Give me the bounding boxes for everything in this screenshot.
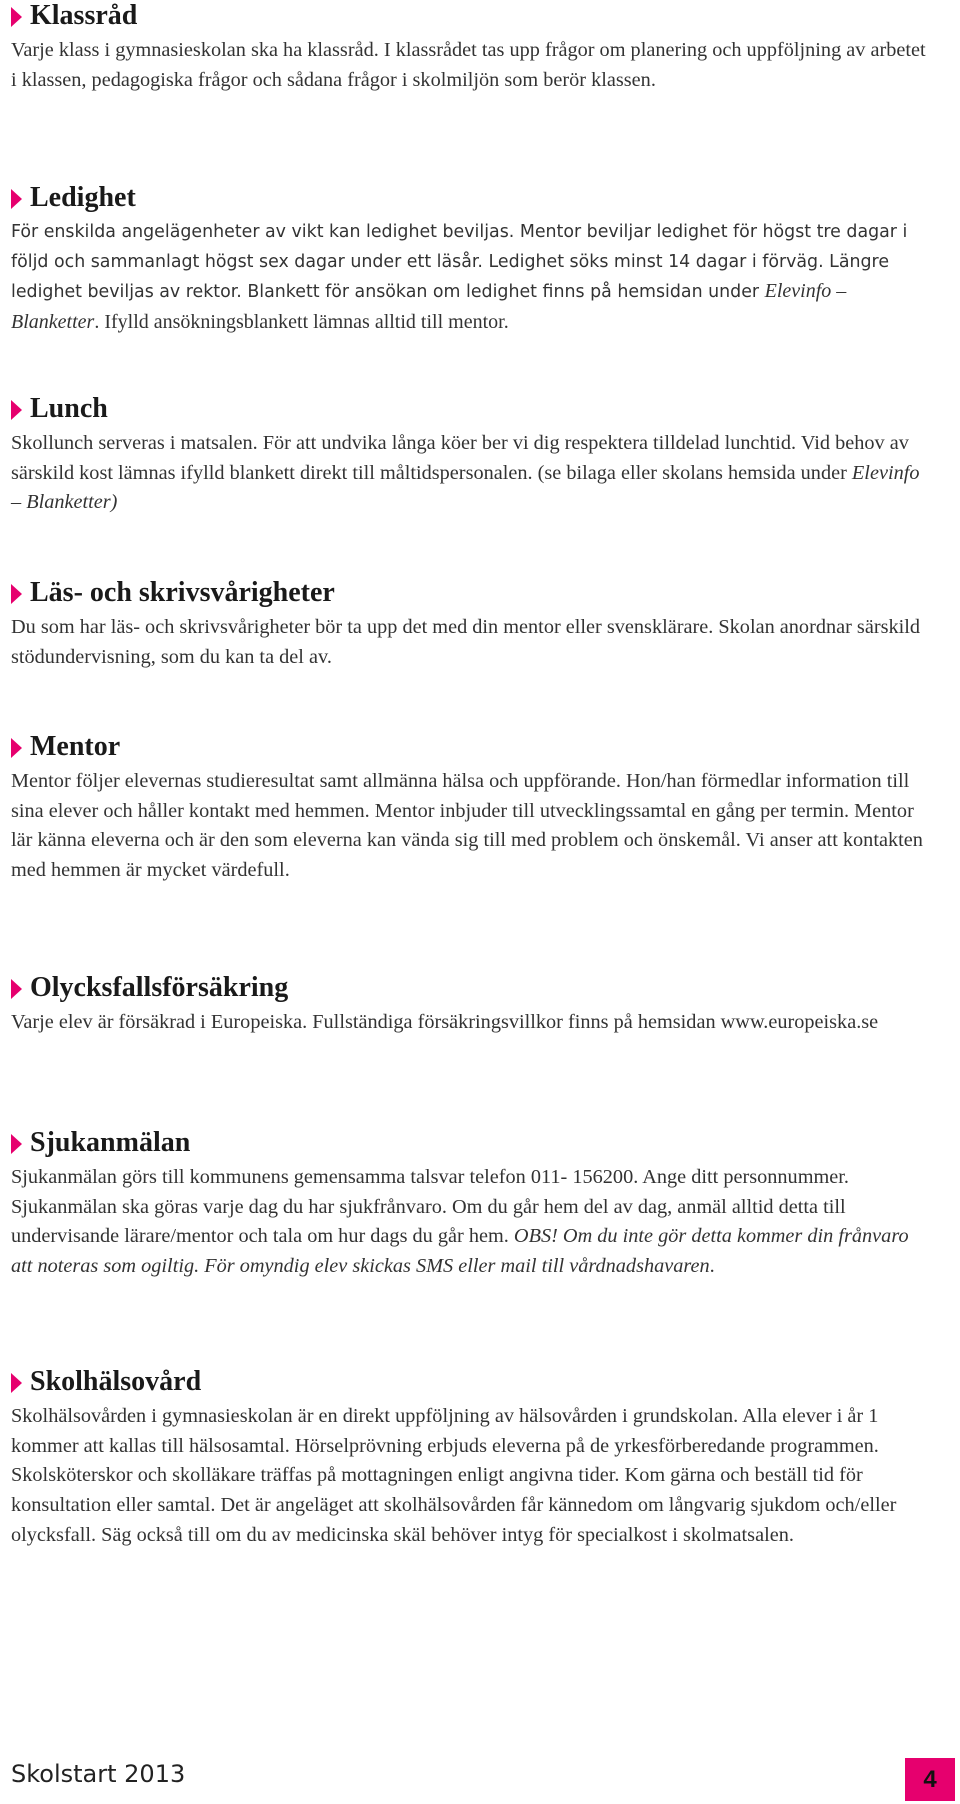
body-text-end: . [709, 1255, 715, 1278]
triangle-right-icon [11, 189, 22, 209]
body-italic: OBS! Om du inte gör detta kommer din frånvaro att noteras som ogiltig. För omyndig elev skickas SMS eller mail till vårdnadshavaren [11, 1225, 909, 1278]
heading-text: Olycksfallsförsäkring [30, 972, 289, 1003]
body-text-end: . Ifylld ansökningsblankett lämnas alltid till mentor. [94, 311, 509, 334]
section-body: Mentor följer elevernas studieresultat samt allmänna hälsa och uppförande. Hon/han förmedlar information till sina elever och håller kontakt med hemmen. Mentor inbjuder till utvecklingssamtal en gång per termin. Mentor lär känna eleverna och är den som eleverna kan vända sig till med problem och önskemål. Vi anser att kontakten med hemmen är mycket värdefull. [11, 770, 923, 882]
section-heading [11, 0, 931, 32]
section-heading [11, 972, 931, 1004]
heading-text: Sjukanmälan [30, 1127, 191, 1158]
section-skolhalsovard [11, 1366, 931, 1551]
triangle-right-icon [11, 979, 22, 999]
page-number-badge [905, 1758, 955, 1801]
body-text: Sjukanmälan görs till kommunens gemensamma talsvar telefon 011- 156200. Ange ditt personnummer. Sjukanmälan ska göras varje dag du har sjukfrånvaro. Om du går hem del av dag, anmäl alltid detta till undervisande lärare/mentor och tala om hur dags du går hem. [11, 1166, 849, 1248]
section-body: Varje elev är försäkrad i Europeiska. Fullständiga försäkringsvillkor finns på hemsidan www.europeiska.se [11, 1011, 879, 1033]
section-heading [11, 1366, 931, 1398]
section-body [11, 1163, 931, 1282]
section-heading [11, 1127, 931, 1159]
triangle-right-icon [11, 7, 22, 27]
heading-text: Mentor [30, 731, 121, 762]
section-body [11, 429, 931, 518]
section-heading [11, 731, 931, 763]
section-klassrad [11, 0, 931, 95]
heading-text: Skolhälsovård [30, 1366, 202, 1397]
section-olycksfall [11, 972, 931, 1038]
section-heading [11, 182, 931, 214]
body-italic: Elevinfo – Blanketter [11, 280, 847, 334]
section-body [11, 218, 931, 339]
section-ledighet [11, 182, 931, 339]
triangle-right-icon [11, 1134, 22, 1154]
section-heading [11, 577, 931, 609]
footer-label: Skolstart 2013 [11, 1760, 186, 1788]
triangle-right-icon [11, 400, 22, 420]
section-body: Du som har läs- och skrivsvårigheter bör ta upp det med din mentor eller svensklärare. Skolan anordnar särskild stödundervisning, som du kan ta del av. [11, 616, 921, 668]
body-text: För enskilda angelägenheter av vikt kan ledighet beviljas. Mentor beviljar ledighet för högst tre dagar i följd och sammanlagt högst sex dagar under ett läsår. Ledighet söks minst 14 dagar i förväg. Längre ledighet beviljas av rektor. Blankett för ansökan om ledighet finns på hemsidan under [11, 222, 908, 303]
body-italic: Elevinfo – Blanketter) [11, 461, 920, 514]
section-lunch [11, 393, 931, 518]
section-body: Skolhälsovården i gymnasieskolan är en direkt uppföljning av hälsovården i grundskolan. Alla elever i år 1 kommer att kallas till hälsosamtal. Hörselprövning erbjuds eleverna på de yrkesförberedande programmen. Skolsköterskor och skolläkare träffas på mottagningen enligt angivna tider. Kom gärna och beställ tid för konsultation eller samtal. Det är angeläget att skolhälsovården får kännedom om långvarig sjukdom och/eller olycksfall. Säg också till om du av medicinska skäl behöver intyg för specialkost i skolmatsalen. [11, 1405, 897, 1546]
section-mentor [11, 731, 931, 886]
section-sjukanmalan [11, 1127, 931, 1282]
triangle-right-icon [11, 1373, 22, 1393]
heading-text: Läs- och skrivsvårigheter [30, 577, 335, 608]
section-las-skriv [11, 577, 931, 672]
triangle-right-icon [11, 584, 22, 604]
section-heading [11, 393, 931, 425]
heading-text: Lunch [30, 393, 108, 424]
body-text: Skollunch serveras i matsalen. För att undvika långa köer ber vi dig respektera tilldelad lunchtid. Vid behov av särskild kost lämnas ifylld blankett direkt till måltidspersonalen. (se bilaga eller skolans hemsida under [11, 432, 909, 484]
page-number: 4 [923, 1765, 937, 1793]
heading-text: Klassråd [30, 0, 138, 31]
section-body: Varje klass i gymnasieskolan ska ha klassråd. I klassrådet tas upp frågor om planering och uppföljning av arbetet i klassen, pedagogiska frågor och sådana frågor i skolmiljön som berör klassen. [11, 39, 926, 91]
heading-text: Ledighet [30, 182, 136, 213]
triangle-right-icon [11, 738, 22, 758]
